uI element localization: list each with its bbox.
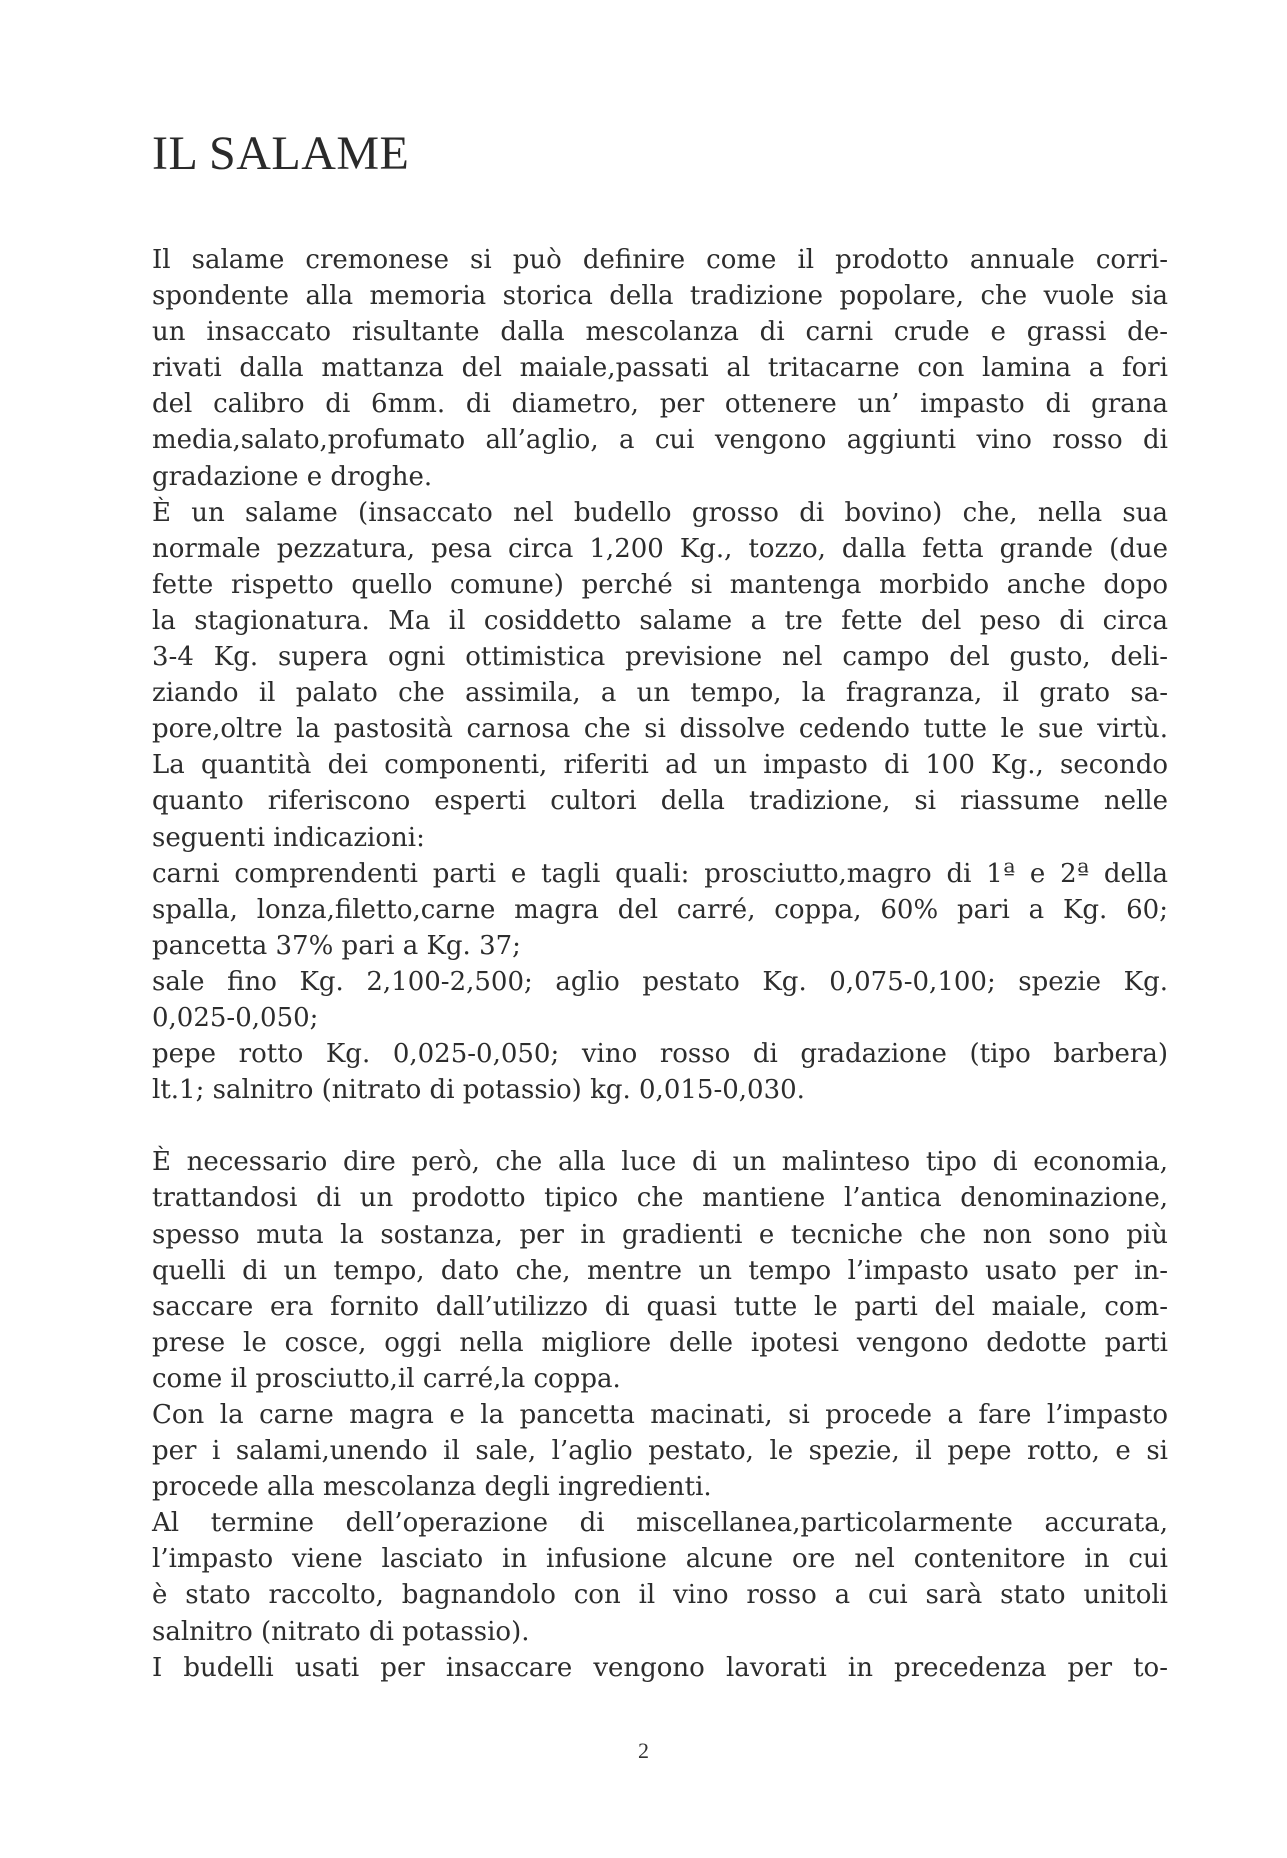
text-line: spalla, lonza,filetto,carne magra del carré, coppa, 60% pari a Kg. 60;: [152, 894, 1168, 925]
text-line: Con la carne magra e la pancetta macinati, si procede a fare l’impasto: [152, 1400, 1168, 1430]
text-line: del calibro di 6mm. di diametro, per ottenere un’ impasto di grana: [152, 389, 1168, 420]
text-line: un insaccato risultante dalla mescolanza di carni crude e grassi de-: [152, 317, 1168, 348]
text-line: è stato raccolto, bagnandolo con il vino rosso a cui sarà stato unitoli: [152, 1580, 1168, 1611]
text-line: seguenti indicazioni:: [152, 822, 425, 853]
text-line: rivati dalla mattanza del maiale,passati al tritacarne con lamina a fori: [152, 353, 1168, 384]
text-line: Il salame cremonese si può definire come il prodotto annuale corri-: [152, 245, 1168, 275]
text-line: pepe rotto Kg. 0,025-0,050; vino rosso di gradazione (tipo barbera): [152, 1039, 1168, 1070]
text-line: prese le cosce, oggi nella migliore delle ipotesi vengono dedotte parti: [152, 1327, 1168, 1358]
text-line: quanto riferiscono esperti cultori della tradizione, si riassume nelle: [152, 786, 1168, 817]
text-line: La quantità dei componenti, riferiti ad un impasto di 100 Kg., secondo: [152, 750, 1168, 781]
text-line: spesso muta la sostanza, per in gradienti e tecniche che non sono più: [152, 1219, 1168, 1250]
text-line: lt.1; salnitro (nitrato di potassio) kg. 0,015-0,030.: [152, 1075, 805, 1106]
text-line: 0,025-0,050;: [152, 1002, 319, 1033]
text-line: quelli di un tempo, dato che, mentre un tempo l’impasto usato per in-: [152, 1255, 1168, 1286]
page-number: 2: [638, 1738, 649, 1763]
text-line: l’impasto viene lasciato in infusione alcune ore nel contenitore in cui: [152, 1544, 1168, 1575]
text-line: saccare era fornito dall’utilizzo di quasi tutte le parti del maiale, com-: [152, 1291, 1168, 1322]
text-line: come il prosciutto,il carré,la coppa.: [152, 1363, 621, 1394]
text-line: spondente alla memoria storica della tradizione popolare, che vuole sia: [152, 281, 1168, 312]
text-line: 3-4 Kg. supera ogni ottimistica previsione nel campo del gusto, deli-: [152, 642, 1168, 673]
text-line: media,salato,profumato all’aglio, a cui vengono aggiunti vino rosso di: [152, 425, 1168, 456]
paragraph-gap: [152, 1108, 1168, 1144]
text-line: trattandosi di un prodotto tipico che mantiene l’antica denominazione,: [152, 1183, 1168, 1214]
body-text: [152, 242, 1168, 1686]
page-title: IL SALAME: [152, 127, 410, 180]
text-line: la stagionatura. Ma il cosiddetto salame a tre fette del peso di circa: [152, 605, 1168, 636]
text-line: Al termine dell’operazione di miscellanea,particolarmente accurata,: [152, 1508, 1168, 1539]
text-line: pancetta 37% pari a Kg. 37;: [152, 930, 521, 961]
text-line: È necessario dire però, che alla luce di un malinteso tipo di economia,: [152, 1147, 1168, 1178]
text-line: I budelli usati per insaccare vengono lavorati in precedenza per to-: [152, 1652, 1168, 1683]
text-line: sale fino Kg. 2,100-2,500; aglio pestato Kg. 0,075-0,100; spezie Kg.: [152, 966, 1168, 997]
text-line: gradazione e droghe.: [152, 461, 433, 492]
text-line: pore,oltre la pastosità carnosa che si dissolve cedendo tutte le sue virtù.: [152, 714, 1168, 745]
text-line: ziando il palato che assimila, a un tempo, la fragranza, il grato sa-: [152, 678, 1168, 709]
text-line: È un salame (insaccato nel budello grosso di bovino) che, nella sua: [152, 497, 1168, 528]
text-line: carni comprendenti parti e tagli quali: prosciutto,magro di 1ª e 2ª della: [152, 858, 1168, 889]
text-line: salnitro (nitrato di potassio).: [152, 1616, 530, 1647]
text-line: per i salami,unendo il sale, l’aglio pestato, le spezie, il pepe rotto, e si: [152, 1436, 1168, 1467]
text-line: procede alla mescolanza degli ingredienti.: [152, 1472, 712, 1503]
text-line: normale pezzatura, pesa circa 1,200 Kg., tozzo, dalla fetta grande (due: [152, 533, 1168, 564]
text-line: fette rispetto quello comune) perché si mantenga morbido anche dopo: [152, 569, 1168, 600]
